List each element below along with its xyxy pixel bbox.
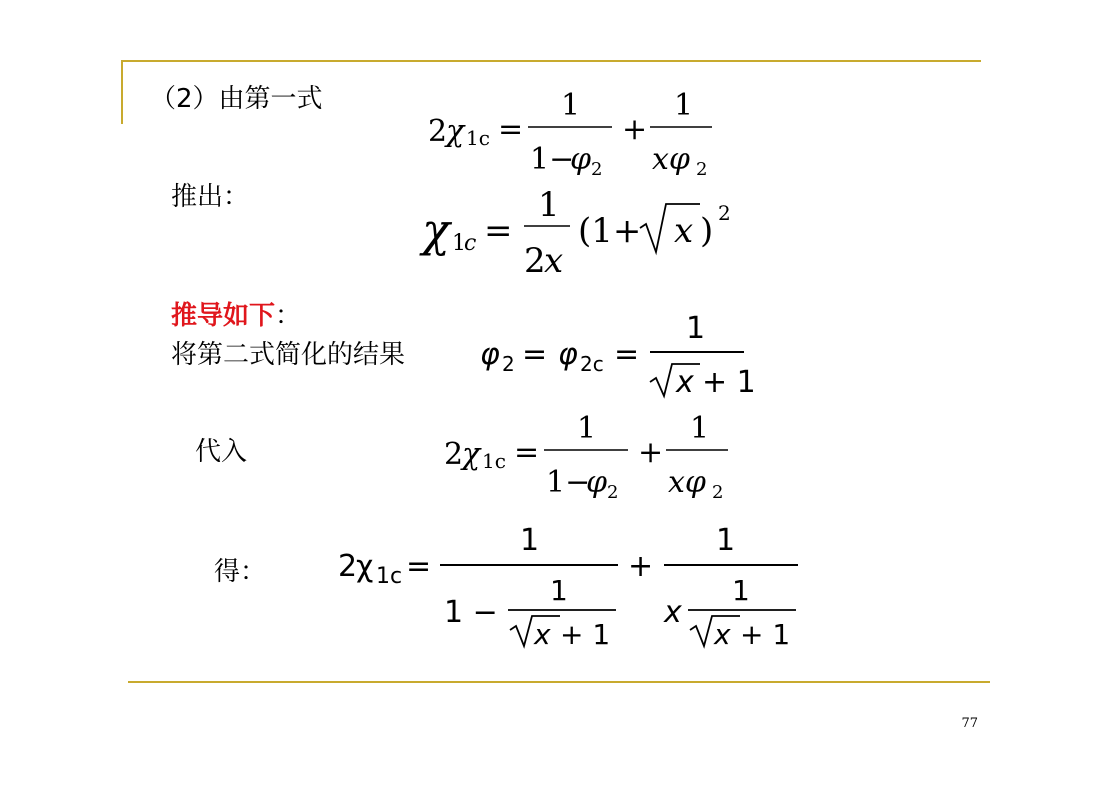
svg-text:1 −: 1 − bbox=[444, 595, 498, 630]
svg-text:1: 1 bbox=[538, 185, 560, 225]
svg-text:1: 1 bbox=[452, 231, 466, 256]
svg-text:2: 2 bbox=[718, 201, 731, 225]
derivation-heading-text: 推导如下 bbox=[171, 301, 276, 331]
svg-text:2: 2 bbox=[524, 241, 546, 281]
svg-text:x: x bbox=[714, 618, 731, 651]
svg-text:2: 2 bbox=[502, 352, 515, 376]
svg-text:1: 1 bbox=[690, 411, 710, 446]
bottom-rule bbox=[128, 681, 990, 683]
svg-text:+ 1: + 1 bbox=[740, 618, 791, 651]
svg-text:2: 2 bbox=[696, 159, 708, 180]
equation-2 bbox=[420, 180, 740, 285]
svg-text:c: c bbox=[464, 231, 477, 256]
svg-text:=: = bbox=[514, 435, 540, 470]
svg-text:1: 1 bbox=[520, 523, 540, 558]
svg-text:1c: 1c bbox=[376, 564, 403, 589]
svg-text:+ 1: + 1 bbox=[702, 365, 756, 400]
svg-text:φ: φ bbox=[570, 142, 592, 177]
svg-text:χ: χ bbox=[446, 114, 465, 149]
svg-text:x: x bbox=[664, 595, 682, 630]
svg-text:1: 1 bbox=[674, 88, 694, 123]
svg-text:=: = bbox=[484, 211, 513, 251]
svg-text:=: = bbox=[522, 337, 548, 372]
svg-text:1c: 1c bbox=[482, 449, 506, 473]
svg-text:2: 2 bbox=[428, 114, 448, 149]
svg-text:1−: 1− bbox=[530, 142, 575, 177]
svg-text:φ: φ bbox=[586, 465, 608, 500]
svg-text:1: 1 bbox=[716, 523, 736, 558]
svg-text:1c: 1c bbox=[466, 126, 490, 150]
substitute-intro-label: 将第二式简化的结果 bbox=[171, 340, 406, 370]
svg-text:χ: χ bbox=[422, 203, 450, 257]
svg-text:(1+: (1+ bbox=[578, 211, 642, 251]
svg-text:1−: 1− bbox=[546, 465, 591, 500]
svg-text:x: x bbox=[674, 211, 694, 251]
svg-text:+ 1: + 1 bbox=[560, 618, 611, 651]
step-label: （2）由第一式 bbox=[150, 84, 323, 114]
equation-1 bbox=[420, 85, 720, 185]
svg-text:2: 2 bbox=[338, 549, 358, 584]
svg-text:φ: φ bbox=[480, 337, 500, 372]
svg-text:2: 2 bbox=[607, 482, 619, 503]
svg-text:1: 1 bbox=[550, 574, 568, 607]
svg-text:+: + bbox=[638, 435, 664, 470]
substitute-label: 代入 bbox=[195, 437, 248, 467]
equation-5 bbox=[336, 520, 806, 660]
svg-text:2c: 2c bbox=[580, 352, 604, 376]
svg-text:1: 1 bbox=[732, 574, 750, 607]
svg-text:2: 2 bbox=[444, 437, 464, 472]
obtain-label: 得： bbox=[214, 557, 267, 587]
page-number: 77 bbox=[961, 716, 978, 731]
svg-text:1: 1 bbox=[686, 311, 706, 346]
svg-text:=: = bbox=[614, 337, 640, 372]
svg-text:χ: χ bbox=[462, 437, 481, 472]
svg-text:): ) bbox=[700, 211, 714, 251]
svg-text:1: 1 bbox=[561, 88, 581, 123]
svg-text:=: = bbox=[498, 112, 524, 147]
svg-text:x: x bbox=[676, 365, 694, 400]
svg-text:φ: φ bbox=[558, 337, 578, 372]
svg-text:χ: χ bbox=[356, 549, 374, 584]
left-rule bbox=[121, 60, 123, 124]
svg-text:1: 1 bbox=[577, 411, 597, 446]
svg-text:+: + bbox=[622, 112, 648, 147]
svg-text:2: 2 bbox=[591, 159, 603, 180]
equation-4 bbox=[436, 408, 736, 508]
derivation-heading bbox=[171, 301, 301, 331]
svg-text:x: x bbox=[544, 241, 564, 281]
svg-text:xφ: xφ bbox=[668, 465, 706, 500]
derive-label: 推出： bbox=[171, 182, 250, 212]
svg-text:x: x bbox=[534, 618, 551, 651]
svg-text:xφ: xφ bbox=[652, 142, 690, 177]
equation-3 bbox=[478, 308, 758, 403]
top-rule bbox=[121, 60, 981, 62]
svg-text:+: + bbox=[628, 549, 654, 584]
svg-text:=: = bbox=[406, 549, 432, 584]
svg-text:2: 2 bbox=[712, 482, 724, 503]
derivation-colon: ： bbox=[275, 301, 302, 331]
